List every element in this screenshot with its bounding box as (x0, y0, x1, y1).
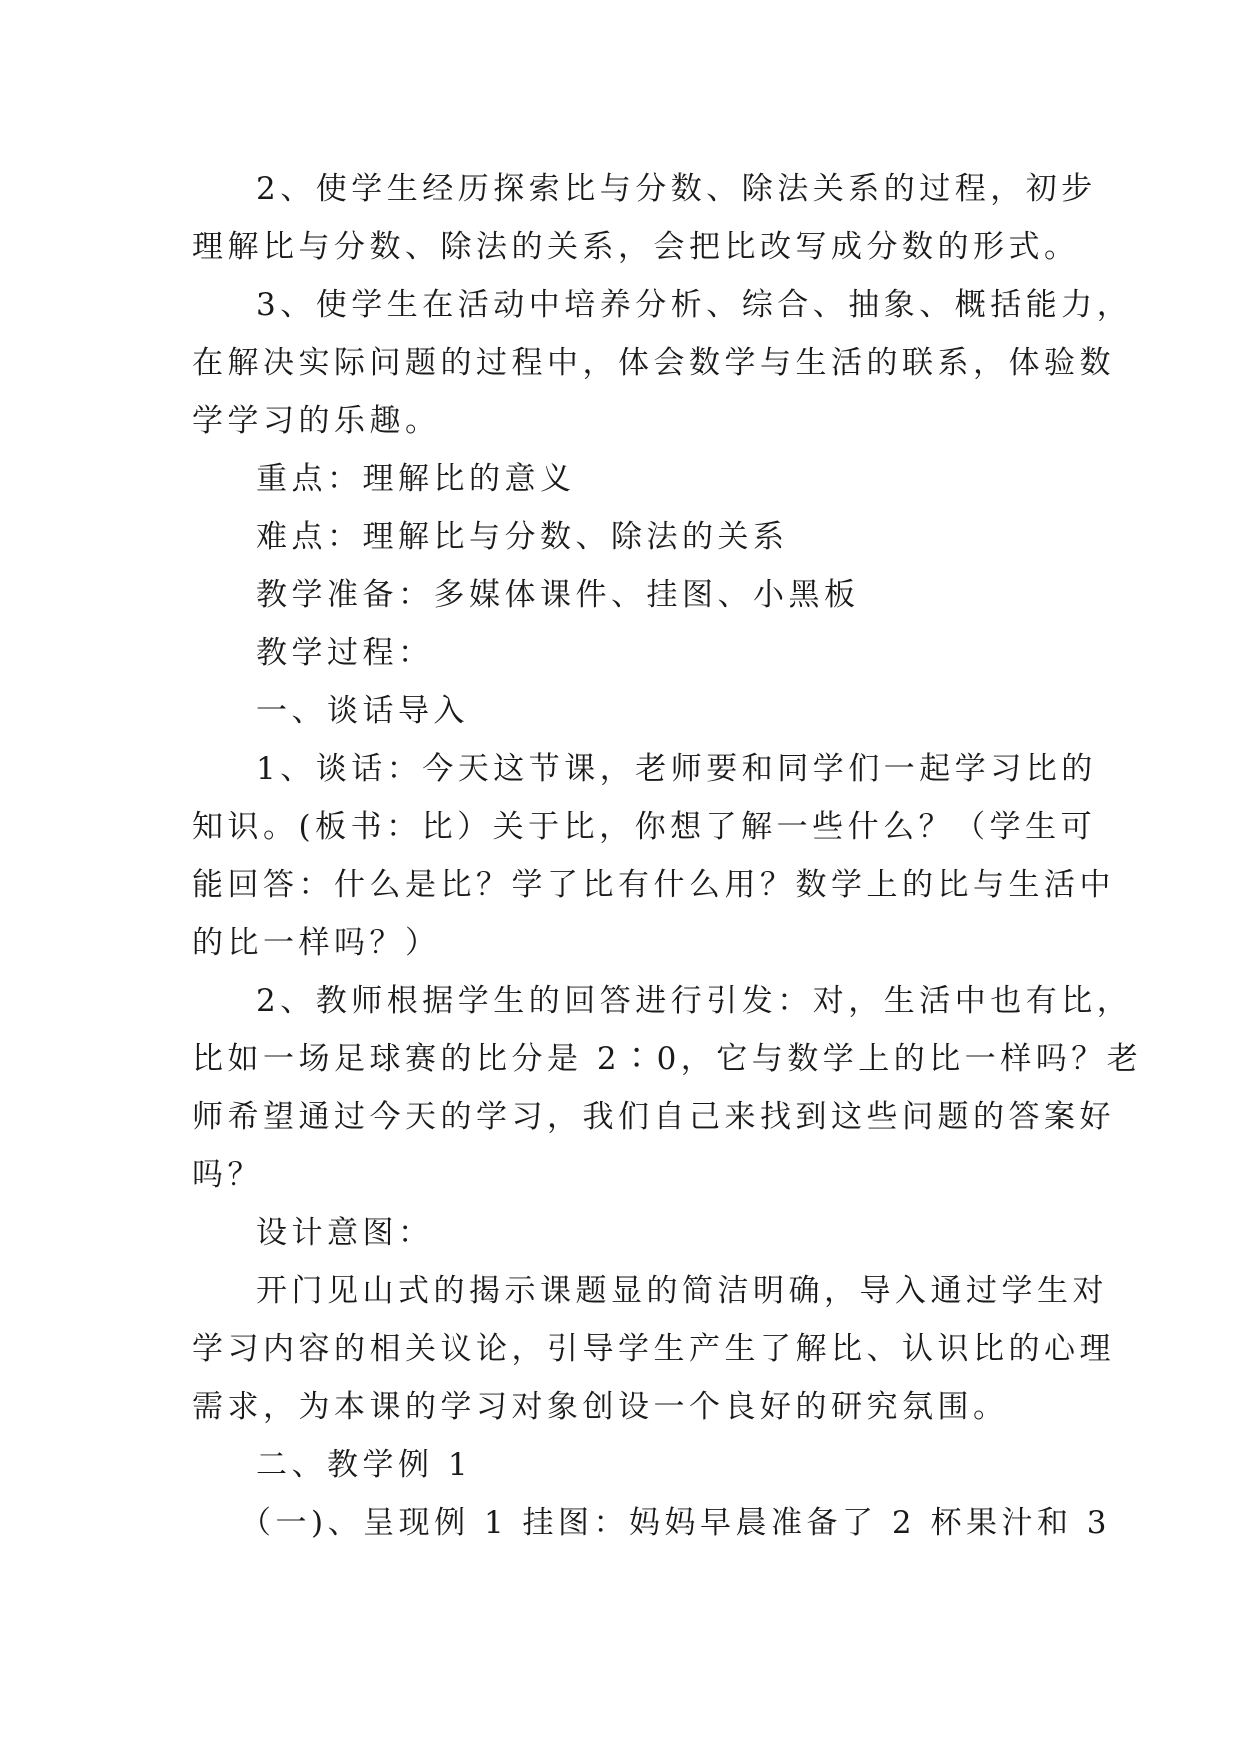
paragraph-line: 理解比与分数、除法的关系，会把比改写成分数的形式。 (192, 229, 1080, 265)
paragraph-line: 知识。(板书：比）关于比，你想了解一些什么？（学生可 (192, 809, 1097, 845)
paragraph-line: 吗？ (192, 1157, 263, 1193)
section-heading: 设计意图： (256, 1215, 434, 1251)
paragraph-line: 的比一样吗？） (192, 925, 441, 961)
paragraph-line: 学习内容的相关议论，引导学生产生了解比、认识比的心理 (192, 1331, 1115, 1367)
key-point-line: 重点：理解比的意义 (256, 461, 576, 497)
paragraph-line: 1、谈话：今天这节课，老师要和同学们一起学习比的 (256, 751, 1097, 787)
section-heading: 教学过程： (256, 635, 434, 671)
paragraph-line: 能回答：什么是比？学了比有什么用？数学上的比与生活中 (192, 867, 1115, 903)
paragraph-line: 2、使学生经历探索比与分数、除法关系的过程，初步 (256, 171, 1097, 207)
section-heading: 一、谈话导入 (256, 693, 469, 729)
document-body (192, 160, 1143, 1552)
paragraph-line: 学学习的乐趣。 (192, 403, 441, 439)
paragraph-line: 3、使学生在活动中培养分析、综合、抽象、概括能力， (256, 287, 1133, 323)
paragraph-line: （一)、呈现例 1 挂图：妈妈早晨准备了 2 杯果汁和 3 (240, 1505, 1112, 1541)
paragraph-line: 师希望通过今天的学习，我们自己来找到这些问题的答案好 (192, 1099, 1115, 1135)
paragraph-line: 需求，为本课的学习对象创设一个良好的研究氛围。 (192, 1389, 1009, 1425)
difficulty-line: 难点：理解比与分数、除法的关系 (256, 519, 789, 555)
teaching-prep-line: 教学准备：多媒体课件、挂图、小黑板 (256, 577, 860, 613)
paragraph-line: 2、教师根据学生的回答进行引发：对，生活中也有比， (256, 983, 1133, 1019)
paragraph-line: 开门见山式的揭示课题显的简洁明确，导入通过学生对 (256, 1273, 1108, 1309)
section-heading: 二、教学例 1 (256, 1447, 473, 1483)
paragraph-line: 在解决实际问题的过程中，体会数学与生活的联系，体验数 (192, 345, 1115, 381)
paragraph-line: 比如一场足球赛的比分是 2∶0，它与数学上的比一样吗？老 (192, 1041, 1143, 1077)
